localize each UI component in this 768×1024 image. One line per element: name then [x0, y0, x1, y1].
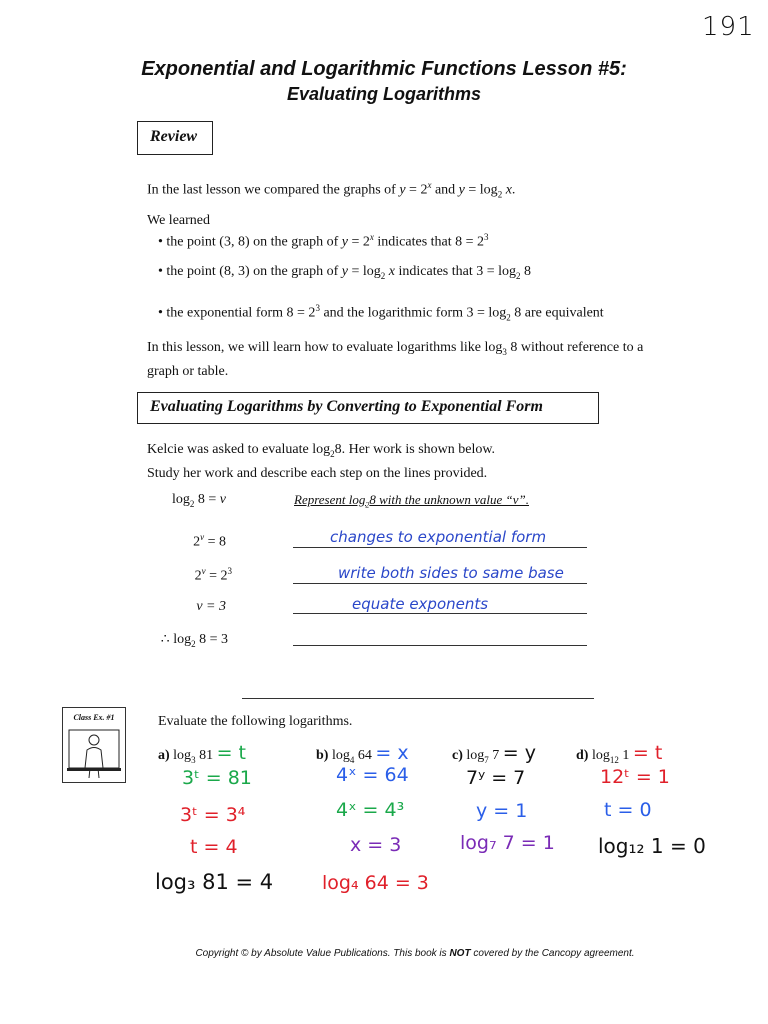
bullet-1: • the point (3, 8) on the graph of $y = 2^x$ indicates that $8 = 2^3$: [158, 232, 489, 250]
ex-b-line-4: log₄ 64 = 3: [322, 872, 429, 894]
footer-pre: Copyright © by Absolute Value Publications. This book is: [195, 948, 450, 959]
ex-c-line-1: 7ʸ = 7: [466, 767, 526, 789]
page-subtitle: Evaluating Logarithms: [286, 84, 482, 104]
footer-post: covered by the Cancopy agreement.: [470, 948, 635, 959]
page-title: Exponential and Logarithmic Functions Lesson #5:: [141, 58, 627, 80]
step-1-left: $\log_2 8 = v$: [171, 492, 226, 509]
ex-a-line-4: log₃ 81 = 4: [155, 870, 274, 894]
kelcie-line-1b: 8. Her work is shown below.: [334, 442, 496, 457]
exercise-c-letter: c: [452, 748, 459, 763]
step-3-desc: write both sides to same base: [338, 564, 564, 582]
review-label: Review: [150, 128, 198, 145]
lesson-text-3: graph or table.: [147, 363, 229, 379]
footer-not: NOT: [449, 948, 471, 959]
intro-sentence: In the last lesson we compared the graphs of: [147, 182, 396, 198]
bullet-3: • the exponential form $8 = 2^3$ and the logarithmic form $3 = \log_2 8$ are equivalent: [158, 303, 604, 323]
step-2-left: $2^v = 8$: [193, 532, 226, 550]
review-heading: [137, 121, 213, 155]
step-2-line: [293, 547, 587, 548]
class-example-badge: [62, 707, 126, 783]
exercise-d-assign: = t: [632, 742, 663, 764]
bullet-3-text: the exponential form 8 = 2: [166, 305, 316, 321]
ex-d-line-2: t = 0: [604, 799, 652, 821]
ex-a-line-3: t = 4: [190, 836, 238, 858]
step-3-line: [293, 583, 587, 584]
exercise-d-letter: d: [576, 748, 584, 763]
we-learned: We learned: [147, 213, 210, 228]
exercise-b-label: b) $\log_4 64 = x$: [316, 742, 409, 765]
exercise-c-assign: = y: [502, 742, 536, 764]
kelcie-line-1a: Kelcie was asked to evaluate log: [147, 442, 331, 457]
exercise-b-assign: = x: [375, 742, 409, 764]
kelcie-text: Kelcie was asked to evaluate $\log_28$. Her work is shown below. Study her work and describe each step on the lines provided.: [147, 442, 496, 481]
teacher-icon: [63, 724, 125, 782]
step-4-line: [293, 613, 587, 614]
ex-a-line-2: 3ᵗ = 3⁴: [180, 804, 246, 826]
step-2-desc: changes to exponential form: [330, 528, 547, 546]
ex-a-line-1: 3ᵗ = 81: [182, 767, 252, 789]
ex-d-line-3: log₁₂ 1 = 0: [598, 834, 706, 858]
exercise-b-letter: b: [316, 748, 324, 763]
exercise-c-label: c) $\log_7 7 = y$: [452, 742, 536, 765]
step-3-left: $2^v = 2^3$: [194, 566, 232, 584]
step-5-line: [293, 645, 587, 646]
kelcie-line-2: Study her work and describe each step on the lines provided.: [147, 465, 488, 481]
exercise-a-assign: = t: [216, 742, 246, 764]
lesson-text-1: In this lesson, we will learn how to evaluate logarithms like log: [147, 340, 503, 355]
step-5-left: ∴ $\log_2 8 = 3$: [160, 632, 228, 649]
lesson-text: In this lesson, we will learn how to evaluate logarithms like $\log_3 8$ without reference to a graph or table.: [147, 340, 644, 379]
ex-c-line-2: y = 1: [476, 800, 528, 822]
evaluate-prompt: Evaluate the following logarithms.: [158, 714, 353, 729]
ex-d-line-1: 12ᵗ = 1: [600, 766, 670, 788]
ex-b-line-1: 4ˣ = 64: [336, 764, 409, 786]
step-3-base: 2: [194, 568, 202, 584]
step-4-left: v = 3: [196, 599, 226, 614]
ex-c-line-3: log₇ 7 = 1: [460, 832, 555, 854]
step-1-desc: Represent $\log_28$ with the unknown value “v”.: [294, 492, 529, 510]
step-1-log: log: [171, 492, 190, 507]
bullet-2-text: the point (8, 3) on the graph of: [166, 264, 339, 279]
ex-b-line-3: x = 3: [350, 834, 402, 856]
intro-text: In the last lesson we compared the graphs of $y = 2^x$ and $y = \log_2 x$.: [147, 180, 516, 200]
bullet-2: • the point (8, 3) on the graph of $y = \log_2 x$ indicates that $3 = \log_2 8$: [158, 264, 532, 281]
exercise-d-label: d) $\log_{12} 1 = t$: [576, 742, 663, 765]
step-5-therefore: ∴ log: [160, 632, 192, 647]
lesson-text-2: without reference to a: [520, 340, 644, 355]
step-1-desc-a: Represent log: [294, 492, 366, 507]
step-4-desc: equate exponents: [352, 595, 489, 613]
bullet-1-text: the point (3, 8) on the graph of: [166, 234, 339, 250]
section-heading-label: Evaluating Logarithms by Converting to Exponential Form: [150, 398, 543, 415]
exercise-a-letter: a: [158, 748, 165, 763]
step-2-base: 2: [193, 534, 201, 550]
section-heading: [137, 392, 599, 424]
class-example-label: Class Ex. #1: [73, 713, 115, 722]
divider-line: [242, 698, 594, 699]
copyright-footer: [0, 948, 768, 959]
ex-b-line-2: 4ˣ = 4³: [336, 799, 405, 821]
page-number: 191: [702, 12, 755, 42]
step-1-desc-b: 8 with the unknown value “v”.: [369, 492, 529, 507]
exercise-a-label: a) $\log_3 81 = t$: [158, 742, 246, 765]
